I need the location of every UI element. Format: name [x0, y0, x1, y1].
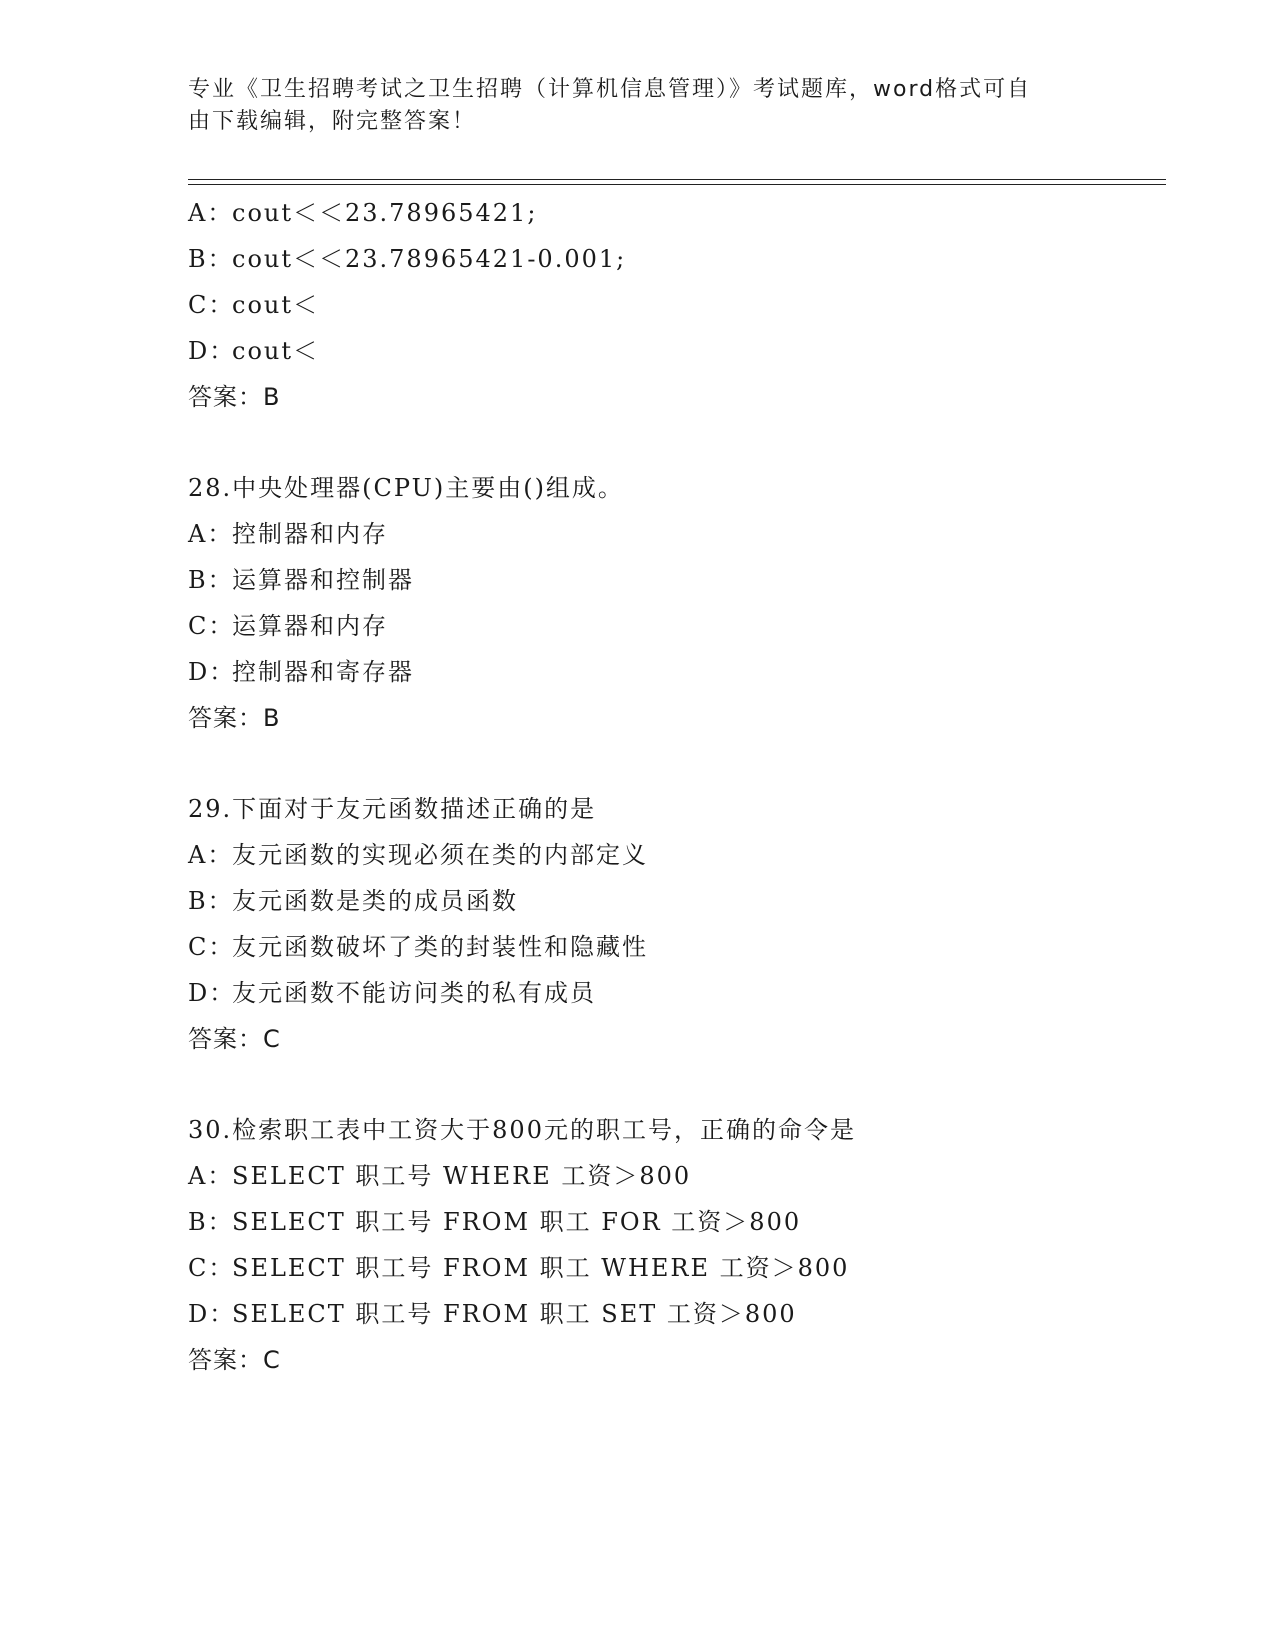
question-29: [188, 786, 1148, 1062]
question-text: 29.下面对于友元函数描述正确的是: [188, 795, 597, 823]
option-a: A：友元函数的实现必须在类的内部定义: [188, 841, 648, 869]
question-27: [188, 190, 1148, 420]
option-c: C：友元函数破坏了类的封装性和隐藏性: [188, 933, 648, 961]
spacer: [188, 741, 1148, 786]
option-c: C：运算器和内存: [188, 612, 388, 640]
answer: 答案：C: [188, 1025, 281, 1053]
answer: 答案：B: [188, 704, 281, 732]
header-line-1: 专业《卫生招聘考试之卫生招聘（计算机信息管理）》考试题库，word格式可自: [188, 77, 1032, 102]
option-b: B：SELECT 职工号 FROM 职工 FOR 工资＞800: [188, 1208, 802, 1236]
option-a: A：控制器和内存: [188, 520, 388, 548]
option-d: D：控制器和寄存器: [188, 658, 414, 686]
question-list: [188, 190, 1148, 1383]
option-d: D：cout＜: [188, 337, 319, 365]
header-divider-bottom: [188, 184, 1166, 185]
question-text: 30.检索职工表中工资大于800元的职工号，正确的命令是: [188, 1116, 856, 1144]
option-c: C：SELECT 职工号 FROM 职工 WHERE 工资＞800: [188, 1254, 850, 1282]
header-divider-top: [188, 179, 1166, 180]
option-c: C：cout＜: [188, 291, 319, 319]
question-28: [188, 465, 1148, 741]
option-b: B：友元函数是类的成员函数: [188, 887, 518, 915]
document-header: [188, 74, 1088, 138]
option-b: B：运算器和控制器: [188, 566, 414, 594]
option-d: D：友元函数不能访问类的私有成员: [188, 979, 596, 1007]
spacer: [188, 420, 1148, 465]
option-a: A：cout＜＜23.78965421;: [188, 199, 538, 227]
question-text: 28.中央处理器(CPU)主要由()组成。: [188, 474, 624, 502]
option-d: D：SELECT 职工号 FROM 职工 SET 工资＞800: [188, 1300, 797, 1328]
option-a: A：SELECT 职工号 WHERE 工资＞800: [188, 1162, 692, 1190]
answer: 答案：B: [188, 383, 281, 411]
spacer: [188, 1062, 1148, 1107]
answer: 答案：C: [188, 1346, 281, 1374]
question-30: [188, 1107, 1148, 1383]
header-line-2: 由下载编辑，附完整答案！: [188, 109, 477, 134]
option-b: B：cout＜＜23.78965421-0.001;: [188, 245, 627, 273]
